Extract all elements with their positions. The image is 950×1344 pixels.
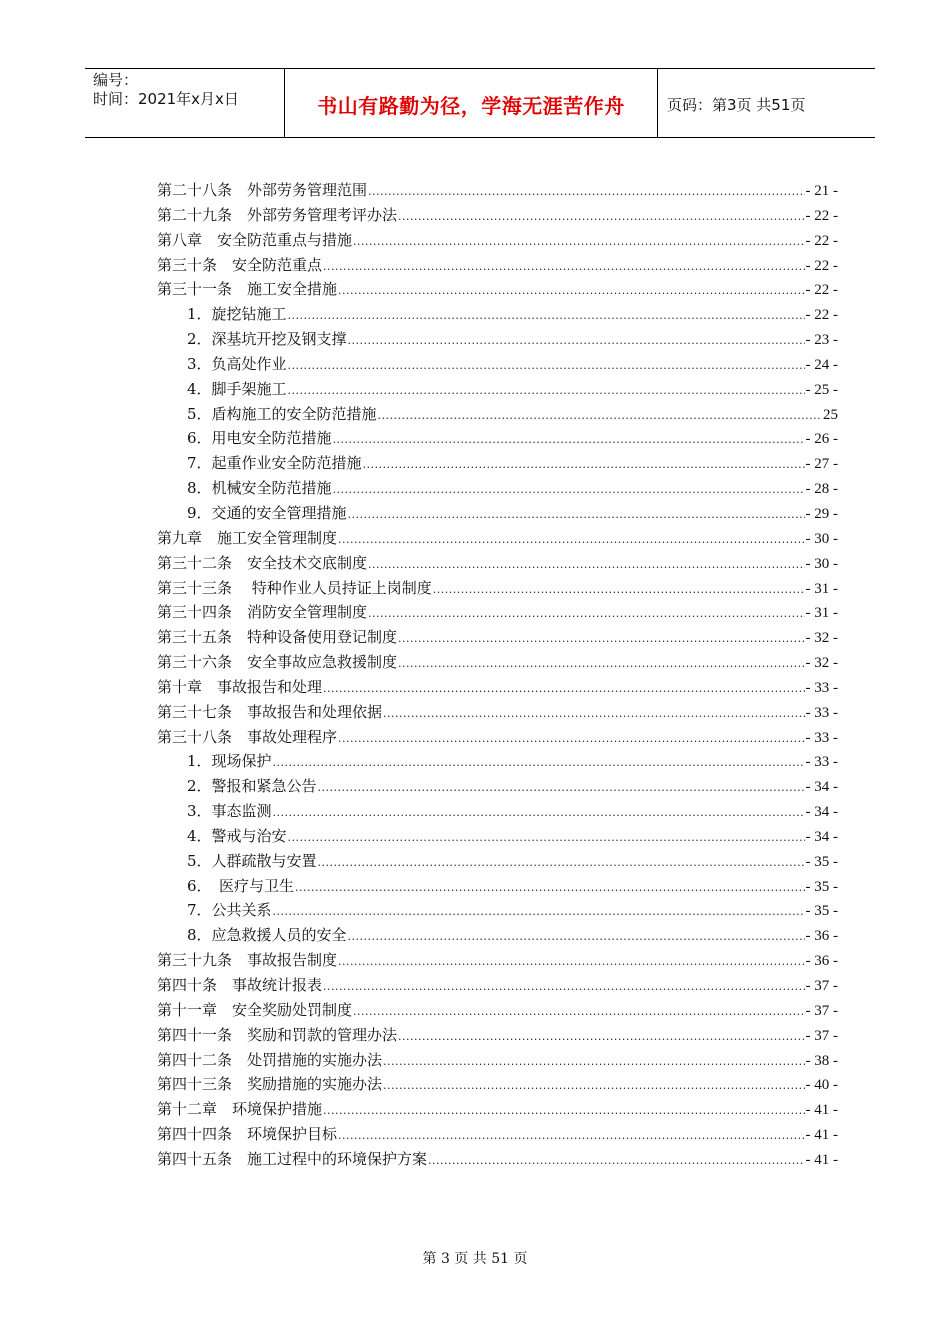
toc-entry[interactable] [157,204,838,229]
toc-entry-page: - 31 - [805,580,838,597]
toc-entry-page: - 38 - [805,1052,838,1069]
toc-dot-leader [433,583,805,596]
toc-entry-page: - 22 - [805,307,838,324]
toc-entry-page: - 37 - [805,1002,838,1019]
toc-entry[interactable] [157,353,838,378]
toc-entry[interactable] [157,427,838,452]
toc-dot-leader [353,1005,804,1018]
toc-dot-leader [398,210,804,223]
toc-entry-page: - 41 - [805,1102,838,1119]
toc-entry[interactable] [157,552,838,577]
toc-entry-title: 第四十条 事故统计报表 [157,976,323,994]
toc-dot-leader [338,533,804,546]
toc-entry[interactable] [157,403,838,428]
toc-entry-title: 第四十四条 环境保护目标 [157,1125,338,1144]
toc-entry-page: - 27 - [805,456,838,473]
toc-entry-page: - 37 - [805,978,838,994]
toc-entry-title: 第三十条 安全防范重点 [157,255,323,274]
toc-entry-page: - 23 - [805,332,838,349]
toc-entry-title: 8．机械安全防范措施 [187,479,332,498]
toc-dot-leader [323,980,804,993]
toc-entry[interactable] [157,527,838,552]
toc-entry-title: 4．脚手架施工 [187,379,287,398]
toc-entry[interactable] [157,477,838,502]
toc-dot-leader [273,905,805,918]
table-of-contents [157,179,838,1173]
toc-entry-title: 第三十九条 事故报告制度 [157,951,338,970]
toc-entry[interactable] [157,999,838,1024]
toc-entry-title: 第二十九条 外部劳务管理考评办法 [157,205,398,224]
toc-entry[interactable] [157,254,838,279]
toc-entry-title: 第三十三条 特种作业人员持证上岗制度 [157,578,432,597]
toc-entry-title: 第四十三条 奖励措施的实施办法 [157,1075,383,1094]
toc-dot-leader [295,881,804,894]
toc-entry-title: 第十一章 安全奖励处罚制度 [157,1000,353,1019]
toc-entry[interactable] [157,229,838,254]
toc-entry-page: - 24 - [805,356,838,373]
toc-dot-leader [368,607,804,620]
toc-entry-page: - 37 - [805,1027,838,1044]
toc-entry-page: - 33 - [805,754,838,771]
toc-entry[interactable] [157,875,838,900]
toc-entry-title: 第三十八条 事故处理程序 [157,727,338,746]
toc-entry-title: 2．深基坑开挖及钢支撑 [187,330,347,349]
toc-entry-title: 第八章 安全防范重点与措施 [157,230,353,249]
toc-entry-page: - 34 - [805,828,838,845]
toc-entry[interactable] [157,303,838,328]
toc-entry[interactable] [157,278,838,303]
toc-entry[interactable] [157,601,838,626]
toc-dot-leader [383,1079,804,1092]
toc-entry-page: - 41 - [805,1151,838,1168]
toc-entry-page: - 28 - [805,481,838,498]
toc-dot-leader [398,632,804,645]
toc-entry-title: 第三十二条 安全技术交底制度 [157,553,368,572]
toc-dot-leader [288,309,805,322]
toc-entry[interactable] [157,1098,838,1123]
toc-dot-leader [288,384,805,397]
toc-entry[interactable] [157,651,838,676]
toc-dot-leader [273,756,805,769]
toc-entry[interactable] [157,850,838,875]
toc-entry[interactable] [157,676,838,701]
toc-entry[interactable] [157,701,838,726]
toc-entry-page: - 33 - [805,704,838,721]
toc-entry-title: 5．盾构施工的安全防范措施 [187,404,377,423]
toc-dot-leader [318,856,805,869]
toc-entry[interactable] [157,179,838,204]
toc-dot-leader [348,930,805,943]
toc-entry-page: - 34 - [805,779,838,796]
toc-entry-title: 第十二章 环境保护措施 [157,1100,323,1119]
toc-entry-page: - 30 - [805,555,838,572]
toc-entry[interactable] [157,924,838,949]
toc-entry-title: 7．起重作业安全防范措施 [187,454,362,473]
toc-entry-page: - 32 - [805,630,838,647]
toc-entry-page: - 22 - [805,257,838,274]
toc-entry[interactable] [157,899,838,924]
toc-entry-page: - 40 - [805,1077,838,1094]
toc-entry-page: - 22 - [805,282,838,299]
toc-entry-title: 3．事态监测 [187,802,272,821]
toc-entry[interactable] [157,825,838,850]
toc-entry-page: - 33 - [805,729,838,746]
toc-dot-leader [378,409,822,422]
page-header [85,68,875,138]
toc-entry-title: 5．人群疏散与安置 [187,851,317,870]
toc-entry-page: - 33 - [805,679,838,696]
toc-entry[interactable] [157,577,838,602]
toc-entry[interactable] [157,502,838,527]
toc-entry-page: - 22 - [805,232,838,249]
toc-entry[interactable] [157,750,838,775]
toc-entry-title: 8．应急救援人员的安全 [187,926,347,945]
toc-entry-title: 第三十六条 安全事故应急救援制度 [157,653,398,672]
toc-entry[interactable] [157,775,838,800]
toc-dot-leader [368,558,804,571]
toc-entry-page: - 35 - [805,878,838,895]
toc-dot-leader [273,806,805,819]
toc-dot-leader [398,1030,804,1043]
toc-dot-leader [288,831,805,844]
page-footer: 第 3 页 共 51 页 [422,1251,528,1267]
toc-dot-leader [323,1104,804,1117]
toc-entry-title: 第九章 施工安全管理制度 [157,528,338,547]
toc-entry-title: 第四十二条 处罚措施的实施办法 [157,1050,383,1069]
toc-dot-leader [323,260,804,273]
toc-entry[interactable] [157,626,838,651]
toc-dot-leader [338,732,804,745]
toc-dot-leader [383,1055,804,1068]
toc-entry-title: 7．公共关系 [187,901,272,920]
toc-entry-page: - 35 - [805,903,838,920]
toc-entry[interactable] [157,726,838,751]
toc-entry-title: 第十章 事故报告和处理 [157,677,323,696]
document-number-label: 编号： [93,71,139,89]
toc-entry[interactable] [157,1148,838,1173]
toc-entry-page: - 26 - [805,431,838,448]
toc-entry[interactable] [157,800,838,825]
toc-entry-title: 第三十四条 消防安全管理制度 [157,603,368,622]
toc-dot-leader [333,433,805,446]
toc-entry-title: 1．现场保护 [187,752,272,771]
toc-entry[interactable] [157,452,838,477]
toc-dot-leader [353,235,804,248]
header-page-info: 页码：第3页 共51页 [667,95,806,114]
toc-entry-page: 25 [823,406,838,423]
toc-entry-title: 3．负高处作业 [187,354,287,373]
toc-entry-page: - 30 - [805,530,838,547]
toc-entry-title: 4．警戒与治安 [187,826,287,845]
toc-entry-title: 第三十五条 特种设备使用登记制度 [157,628,398,647]
toc-entry-title: 第二十八条 外部劳务管理范围 [157,181,368,199]
toc-entry-title: 6．用电安全防范措施 [187,429,332,448]
toc-entry-page: - 36 - [805,928,838,945]
toc-entry-title: 第三十七条 事故报告和处理依据 [157,702,383,721]
toc-dot-leader [348,508,805,521]
toc-entry-page: - 31 - [805,605,838,622]
toc-entry[interactable] [157,1073,838,1098]
toc-entry-page: - 36 - [805,953,838,970]
toc-dot-leader [333,483,805,496]
toc-entry-title: 第四十一条 奖励和罚款的管理办法 [157,1025,398,1044]
toc-entry-title: 6． 医疗与卫生 [187,876,295,895]
toc-dot-leader [383,707,804,720]
toc-entry-title: 9．交通的安全管理措施 [187,503,347,522]
toc-dot-leader [338,1129,804,1142]
toc-entry-title: 1．旋挖钻施工 [187,305,287,324]
toc-entry-page: - 22 - [805,207,838,224]
toc-entry[interactable] [157,1024,838,1049]
toc-entry-page: - 34 - [805,804,838,821]
toc-dot-leader [323,682,804,695]
toc-dot-leader [363,458,805,471]
toc-entry[interactable] [157,378,838,403]
toc-dot-leader [348,334,805,347]
toc-dot-leader [338,284,804,297]
toc-dot-leader [338,955,804,968]
toc-dot-leader [318,781,805,794]
toc-entry-page: - 29 - [805,505,838,522]
toc-entry[interactable] [157,949,838,974]
toc-entry-title: 第三十一条 施工安全措施 [157,280,338,299]
toc-dot-leader [428,1154,804,1167]
toc-entry-title: 2．警报和紧急公告 [187,777,317,796]
header-meta [85,69,285,137]
header-motto: 书山有路勤为径，学海无涯苦作舟 [285,69,658,137]
toc-entry-page: - 41 - [805,1127,838,1144]
toc-entry[interactable] [157,328,838,353]
toc-dot-leader [288,359,805,372]
toc-entry-page: - 35 - [805,853,838,870]
toc-entry[interactable] [157,1049,838,1074]
document-date: 时间：2021年x月x日 [93,90,239,108]
toc-entry-page: - 25 - [805,381,838,398]
toc-entry-page: - 32 - [805,655,838,672]
toc-entry[interactable] [157,974,838,999]
toc-entry-page: - 21 - [805,183,838,199]
toc-entry-title: 第四十五条 施工过程中的环境保护方案 [157,1149,428,1168]
toc-dot-leader [368,185,804,198]
toc-entry[interactable] [157,1123,838,1148]
toc-dot-leader [398,657,804,670]
